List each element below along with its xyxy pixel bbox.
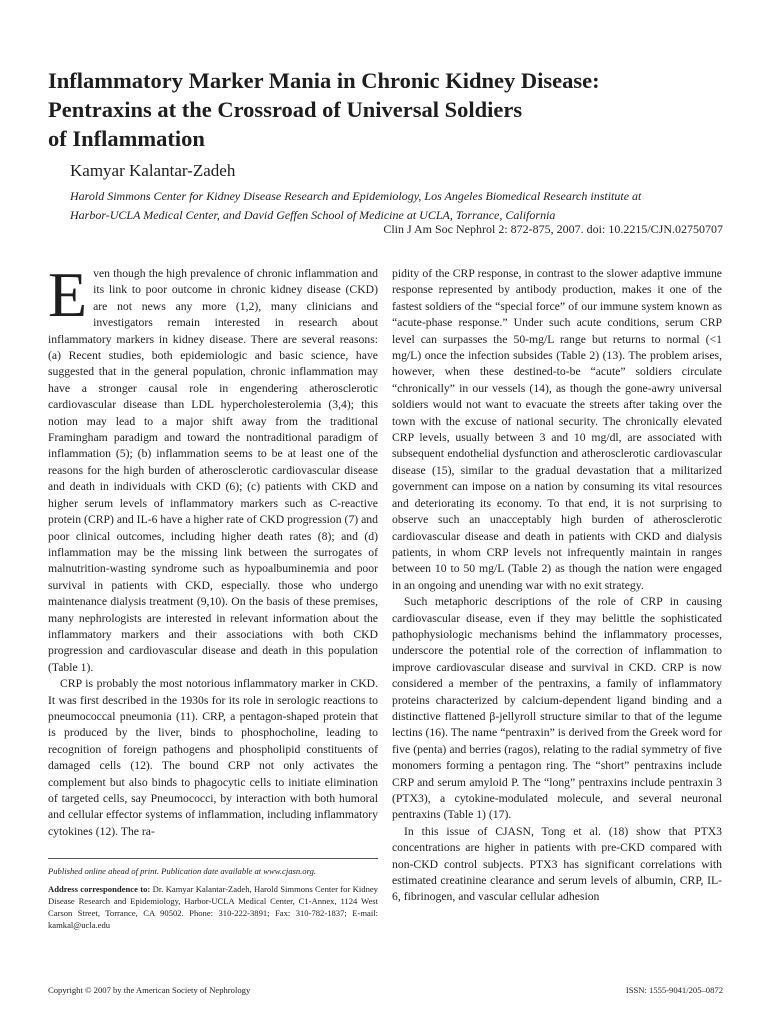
correspondence-label: Address correspondence to: [48,884,151,894]
affiliation-line: Harbor-UCLA Medical Center, and David Geffen School of Medicine at UCLA, Torrance, California [70,208,556,222]
drop-cap: E [48,259,88,330]
copyright: Copyright © 2007 by the American Society of Nephrology [48,985,251,995]
left-column [48,259,378,840]
author-name: Kamyar Kalantar-Zadeh [70,161,236,180]
affiliation [70,187,730,225]
paragraph-text: ven though the high prevalence of chronic inflammation and its link to poor outcome in chronic kidney disease (CKD) are not news any more (1,2), many clinicians and investigators remain interested in research about inflammatory markers in kidney disease. There are several reasons: (a) Recent studies, both epidemiologic and basic science, have suggested that in the general population, chronic inflammation may have a stronger causal role in engendering atherosclerotic cardiovascular disease than LDL hypercholesterolemia (3,4); this notion may lead to a major shift away from the traditional Framingham paradigm and toward the nontraditional paradigm of inflammation (5); (b) inflammation seems to be at least one of the reasons for the high burden of atherosclerotic cardiovascular disease and death in individuals with CKD (6); (c) patients with CKD and higher serum levels of inflammatory markers such as C-reactive protein (CRP) and IL-6 have a higher rate of CKD progression (7) and poor clinical outcomes, including higher death rates (8); and (d) inflammation may be the missing link between the surrogates of malnutrition-wasting syndrome such as hypoalbuminemia and poor survival in patients with CKD, especially. those who undergo maintenance dialysis treatment (9,10). On the basis of these premises, many nephrologists are interested in relevant information about the inflammatory markers and their associations with both CKD progression and cardiovascular disease and death in this population (Table 1). [48,267,378,674]
title-line: Pentraxins at the Crossroad of Universal Soldiers [48,97,523,122]
journal-citation: Clin J Am Soc Nephrol 2: 872-875, 2007. doi: 10.2215/CJN.02750707 [383,222,723,236]
footnotes [48,858,378,937]
paragraph: pidity of the CRP response, in contrast to the slower adaptive immune response represented by antibody production, makes it one of the fastest soldiers of the “special force” of our immune system known as “acute-phase response.” Under such acute conditions, serum CRP level can surpasses the 50-mg/L range but returns to normal (<1 mg/L) once the infection subsides (Table 2) (13). The problem arises, however, when these destined-to-be “acute” soldiers circulate “chronically” in our vessels (14), as though the gone-awry universal soldiers would not want to evacuate the streets after taking over the town with the excuse of national security. The chronically elevated CRP levels, usually between 3 and 10 mg/dl, are associated with subsequent endothelial dysfunction and atherosclerotic cardiovascular disease (15), similar to the gradual devastation that a militarized government can impose on a nation by consuming its vital resources and deteriorating its economy. To that end, it is not surprising to observe such an unacceptably high burden of atherosclerotic cardiovascular disease and death in patients with CKD and dialysis patients, in whom CRP levels not infrequently maintain in ranges between 10 to 50 mg/L (Table 2) as though the nation were engaged in an ongoing and unending war with no exit strategy. [392,267,722,592]
correspondence-note [48,883,378,931]
paragraph: CRP is probably the most notorious inflammatory marker in CKD. It was first described in the 1930s for its role in serologic reactions to pneumococcal pneumonia (11). CRP, a pentagon-shaped protein that is produced by the liver, binds to phosphocholine, leading to recognition of foreign pathogens and phospholipid constituents of damaged cells (12). The bound CRP not only activates the complement but also binds to phagocytic cells to initiate elimination of targeted cells, say Pneumococci, by interaction with both humoral and cellular effector systems of inflammation, including inflammatory cytokines (12). The ra- [48,677,378,838]
paragraph: Such metaphoric descriptions of the role of CRP in causing cardiovascular disease, even if they may belittle the sophisticated pathophysiologic mechanisms behind the inflammatory processes, underscore the potential role of the correction of inflammation to improve cardiovascular disease and survival in CKD. CRP is now considered a member of the pentraxins, a family of inflammatory proteins characterized by calcium-dependent ligand binding and a distinctive flattened β-jellyroll structure similar to that of the legume lectins (16). The name “pentraxin” is derived from the Greek word for five (penta) and berries (ragos), relating to the radial symmetry of five monomers forming a pentagon ring. The “short” pentraxins include CRP and serum amyloid P. The “long” pentraxins include pentraxin 3 (PTX3), a cytokine-modulated molecule, and several neuronal pentraxins (Table 1) (17). [392,595,722,822]
affiliation-line: Harold Simmons Center for Kidney Disease Research and Epidemiology, Los Angeles Biomedical Research institute at [70,189,642,203]
issn: ISSN: 1555-9041/205–0872 [625,985,723,995]
title-line: Inflammatory Marker Mania in Chronic Kidney Disease: [48,68,600,93]
title-line: of Inflammation [48,126,205,151]
publication-note: Published online ahead of print. Publication date available at www.cjasn.org. [48,866,317,876]
article-title [48,66,738,153]
paragraph [48,259,378,676]
paragraph: In this issue of CJASN, Tong et al. (18) show that PTX3 concentrations are higher in patients with pre-CKD compared with non-CKD control subjects. PTX3 has significant correlations with estimated creatinine clearance and serum levels of albumin, CRP, IL-6, fibrinogen, and vascular cellular adhesion [392,824,722,904]
right-column [392,266,722,906]
correspondence-text: Dr. Kamyar Kalantar-Zadeh, Harold Simmons Center for Kidney Disease Research and Epidemiology, Harbor-UCLA Medical Center, C1-Annex, 1124 West Carson Street, Torrance, CA 90502. Phone: 310-222-3891; Fax: 310-782-1837; E-mail: kamkal@ucla.edu [48,884,378,930]
